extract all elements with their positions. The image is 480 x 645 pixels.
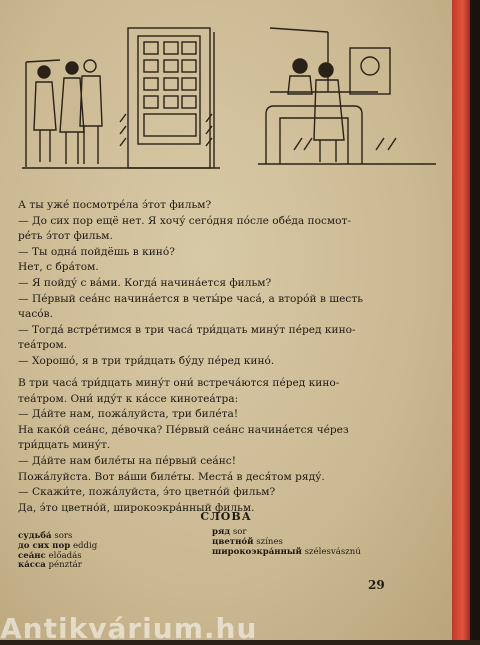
vocabulary-left-column bbox=[18, 532, 97, 571]
vocab-russian: ка́сса bbox=[18, 560, 46, 571]
vocab-russian: сеа́нс bbox=[18, 550, 46, 561]
dialogue-line: На како́й сеа́нс, де́вочка? Пе́рвый сеа́нс начина́ется че́рез bbox=[18, 423, 349, 436]
vocabulary-heading: СЛОВА́ bbox=[200, 510, 252, 523]
illustration-ticket-booth bbox=[258, 22, 438, 174]
vocab-russian: ряд bbox=[212, 527, 231, 537]
dialogue-line: Пожа́луйста. Вот ва́ши биле́ты. Места́ в деся́том ряду́. bbox=[18, 470, 325, 483]
dialogue-line: три́дцать мину́т. bbox=[18, 439, 111, 452]
dialogue-line: — До сих пор ещё нет. Я хочу́ сего́дня по́сле обе́да посмот- bbox=[18, 214, 351, 227]
dialogue-line: В три часа́ три́дцать мину́т они́ встреча́ются пе́ред кино- bbox=[18, 377, 340, 389]
dialogue-line: — Я пойду́ с ва́ми. Когда́ начина́ется фильм? bbox=[18, 276, 272, 289]
dialogue-line: — Тогда́ встре́тимся в три часа́ три́дцать мину́т пе́ред кино- bbox=[18, 323, 356, 336]
dialogue-line: теа́тром. Они́ иду́т к ка́ссе кинотеа́тра: bbox=[18, 392, 239, 405]
illustration-cinema-poster bbox=[20, 22, 225, 174]
dialogue-line: теа́тром. bbox=[18, 339, 68, 352]
dialogue-line: часо́в. bbox=[18, 308, 53, 321]
vocab-hungarian: pénztár bbox=[48, 560, 82, 571]
dialogue-line: — Ты одна́ пойдёшь в кино́? bbox=[18, 245, 175, 258]
dialogue-line: — Хорошо́, я в три три́дцать бу́ду пе́ред кино́. bbox=[18, 354, 275, 367]
book-cover-edge bbox=[452, 0, 470, 640]
vocab-hungarian: előadás bbox=[48, 550, 82, 561]
vocab-russian: цветно́й bbox=[212, 536, 254, 547]
vocab-entry bbox=[212, 548, 361, 558]
vocab-russian: широкоэкра́нный bbox=[212, 546, 302, 557]
vocab-russian: судьба́ bbox=[18, 531, 52, 541]
vocab-hungarian: színes bbox=[256, 536, 283, 547]
vocab-hungarian: sor bbox=[232, 527, 247, 537]
dialogue-line: — Да́йте нам, пожа́луйста, три биле́та! bbox=[18, 408, 239, 421]
vocab-entry bbox=[18, 561, 97, 571]
dialogue-line: Нет, с бра́том. bbox=[18, 261, 99, 274]
dialogue-line: Да, э́то цветно́й, широкоэкра́нный фильм. bbox=[18, 501, 255, 514]
dialogue-line: — Да́йте нам биле́ты на пе́рвый сеа́нс! bbox=[18, 454, 236, 467]
vocab-hungarian: szélesvásznú bbox=[304, 546, 361, 557]
vocab-russian: до сих пор bbox=[18, 540, 71, 551]
vocab-hungarian: eddig bbox=[72, 540, 98, 551]
dialogue-line: А ты уже́ посмотре́ла э́тот фильм? bbox=[18, 199, 212, 211]
vocabulary-right-column bbox=[212, 528, 361, 557]
watermark: Antikvárium.hu bbox=[0, 612, 258, 645]
background-edge bbox=[470, 0, 480, 640]
dialogue-block-1 bbox=[18, 198, 422, 370]
vocab-hungarian: sors bbox=[54, 531, 73, 541]
dialogue-line: — Пе́рвый сеа́нс начина́ется в четы́ре часа́, а второ́й в шесть bbox=[18, 292, 363, 305]
dialogue-line: — Скажи́те, пожа́луйста, э́то цветно́й фильм? bbox=[18, 486, 276, 499]
dialogue-block-2 bbox=[18, 376, 422, 516]
page-number: 29 bbox=[368, 578, 385, 592]
dialogue-line: ре́ть э́тот фильм. bbox=[18, 230, 113, 243]
